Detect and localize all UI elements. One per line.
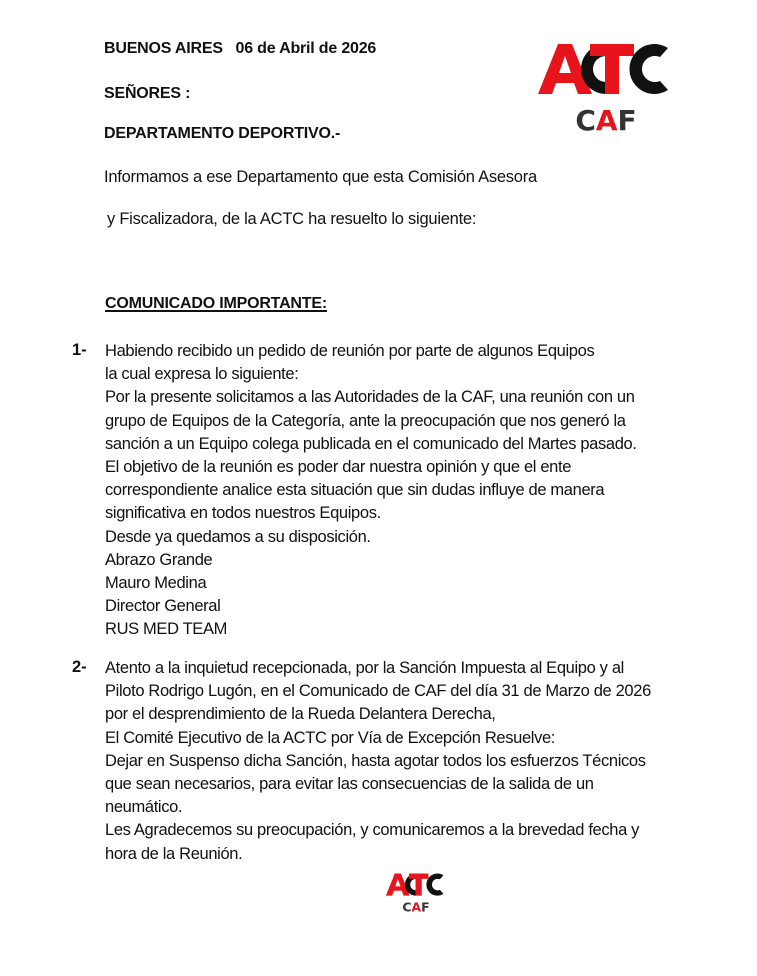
item-1-line: Abrazo Grande (105, 550, 213, 569)
intro-line-2: y Fiscalizadora, de la ACTC ha resuelto lo siguiente: (107, 210, 477, 228)
item-1-line: significativa en todos nuestros Equipos. (105, 504, 381, 523)
item-2-text (105, 657, 651, 866)
logo-caf-text: CAF (575, 104, 637, 137)
item-1-line: RUS MED TEAM (105, 620, 228, 639)
item-1-line: correspondiente analice esta situación que sin dudas influye de manera (105, 481, 605, 500)
item-2-line: por el desprendimiento de la Rueda Delantera Derecha, (105, 705, 496, 724)
item-1-line: Mauro Medina (105, 574, 207, 593)
communique-title: COMUNICADO IMPORTANTE: (105, 295, 327, 312)
item-2-line: Les Agradecemos su preocupación, y comunicaremos a la brevedad fecha y (105, 821, 640, 840)
item-1-line: grupo de Equipos de la Categoría, ante la preocupación que nos generó la (105, 411, 626, 430)
item-2-line: Atento a la inquietud recepcionada, por la Sanción Impuesta al Equipo y al (105, 659, 624, 677)
footer-logo-graphic (385, 870, 447, 916)
item-2-line: Piloto Rodrigo Lugón, en el Comunicado de CAF del día 31 de Marzo de 2026 (105, 682, 651, 701)
actc-caf-logo (536, 38, 676, 138)
item-2-number: 2- (72, 658, 87, 676)
item-1-line: Por la presente solicitamos a las Autoridades de la CAF, una reunión con un (105, 388, 635, 407)
item-2-line: que sean necesarios, para evitar las consecuencias de la salida de un (105, 775, 594, 794)
salutation: SEÑORES : (104, 85, 191, 102)
item-2-line: neumático. (105, 798, 183, 817)
actc-logo-graphic (536, 38, 676, 138)
item-1-line: Desde ya quedamos a su disposición. (105, 527, 371, 546)
place-date: BUENOS AIRES 06 de Abril de 2026 (104, 40, 377, 57)
item-1-line: Habiendo recibido un pedido de reunión por parte de algunos Equipos (105, 342, 595, 360)
item-1-line: sanción a un Equipo colega publicada en el comunicado del Martes pasado. (105, 434, 637, 453)
item-1-number: 1- (72, 341, 87, 359)
item-2-line: El Comité Ejecutivo de la ACTC por Vía de Excepción Resuelve: (105, 728, 556, 747)
department: DEPARTAMENTO DEPORTIVO.- (104, 125, 341, 142)
item-1-text (105, 340, 637, 642)
item-2-line: Dejar en Suspenso dicha Sanción, hasta agotar todos los esfuerzos Técnicos (105, 751, 646, 770)
item-1-line: Director General (105, 597, 221, 616)
intro-line-1: Informamos a ese Departamento que esta Comisión Asesora (104, 168, 537, 186)
svg-text:CAF: CAF (402, 899, 430, 915)
item-2-line: hora de la Reunión. (105, 844, 243, 863)
footer-actc-caf-logo (385, 870, 447, 916)
item-1-line: la cual expresa lo siguiente: (105, 365, 299, 384)
item-1-line: El objetivo de la reunión es poder dar nuestra opinión y que el ente (105, 458, 572, 477)
